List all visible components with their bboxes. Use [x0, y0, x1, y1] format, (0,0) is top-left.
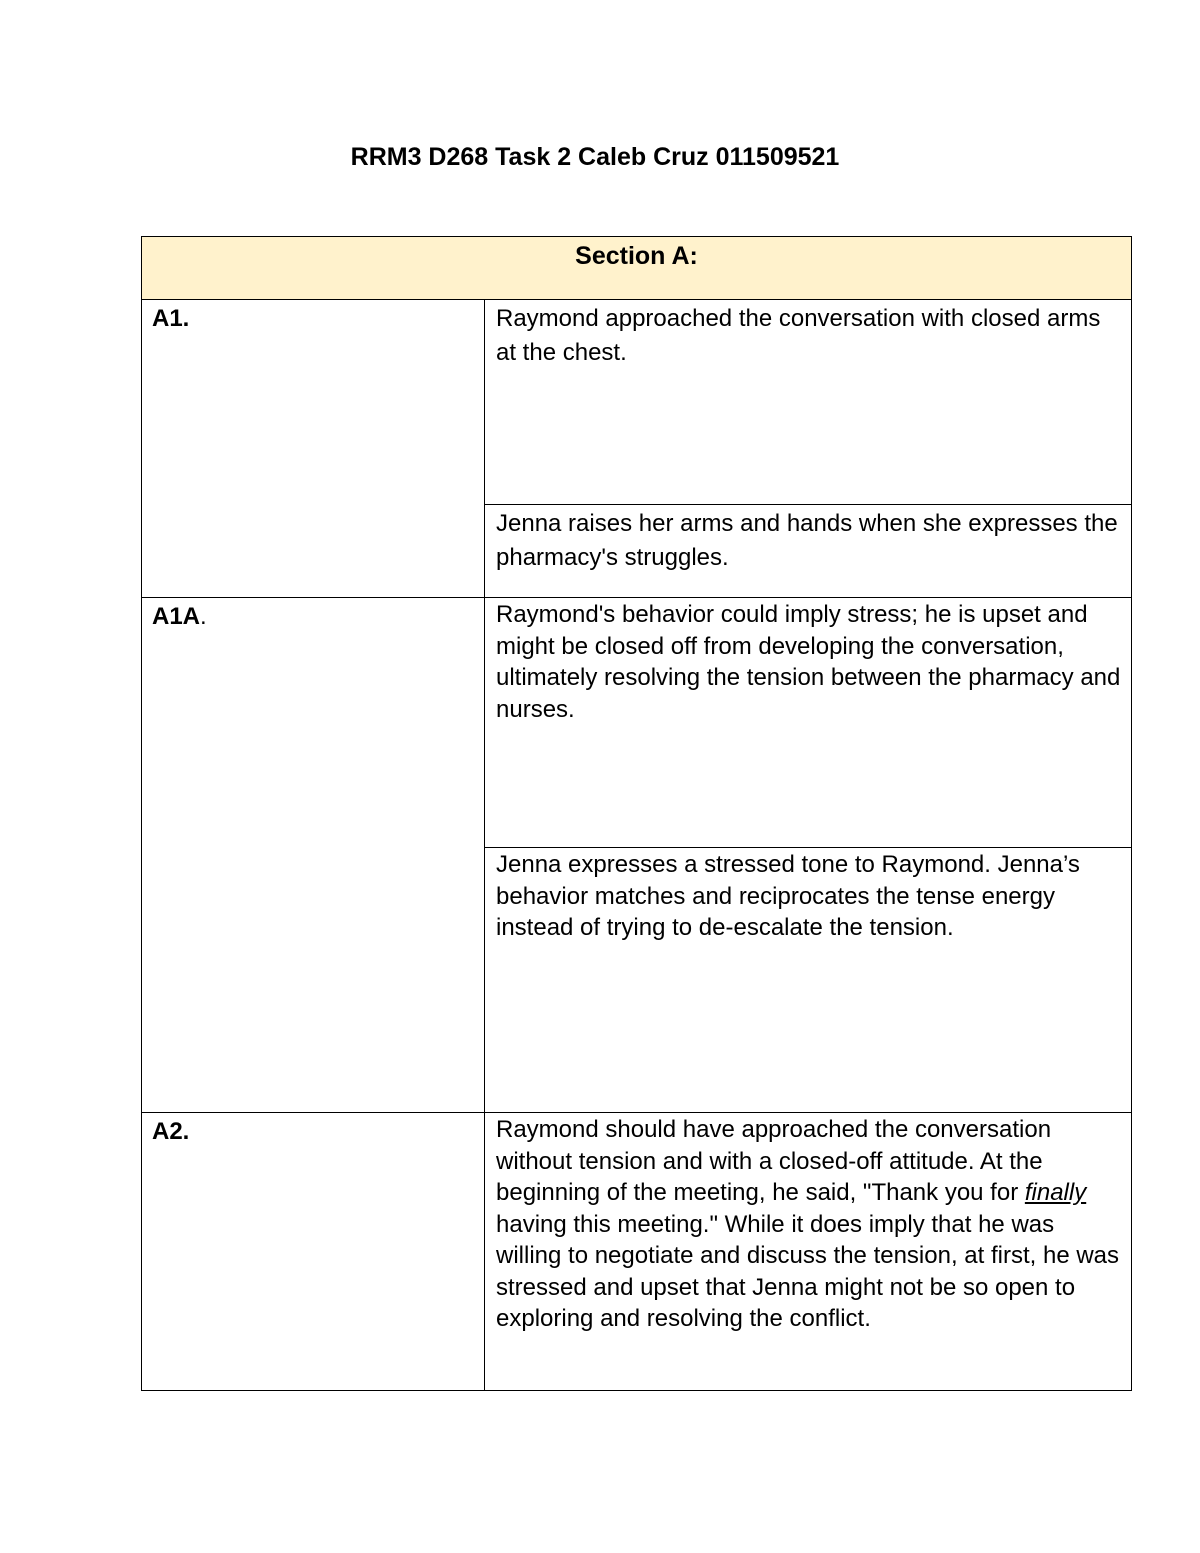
entry-cell-a1-2 [485, 505, 1132, 598]
entry-text-a2-after: having this meeting." While it does imply that he was willing to negotiate and discuss the tension, at first, he was stressed and upset that Jenna might not be so open to exploring and resolving the conflict. [496, 1210, 1120, 1332]
entry-text-a1a-1: Raymond's behavior could imply stress; he is upset and might be closed off from developing the conversation, ultimately resolving the tension between the pharmacy and nurses. [496, 601, 1121, 723]
table-row-a1a [142, 598, 1132, 848]
section-header-row [142, 237, 1132, 300]
entry-cell-a1-1 [485, 300, 1132, 505]
entry-text-a1-1: Raymond approached the conversation with closed arms at the chest. [496, 305, 1101, 366]
table-row-a1 [142, 300, 1132, 505]
entry-cell-a1a-1 [485, 598, 1132, 848]
section-header-cell [142, 237, 1132, 300]
row-label-cell-a2 [142, 1113, 485, 1391]
entry-text-a1a-2: Jenna expresses a stressed tone to Raymond. Jenna’s behavior matches and reciprocates the tense energy instead of trying to de-escalate the tension. [496, 851, 1080, 941]
section-header: Section A: [575, 242, 698, 270]
entry-text-a2-before: Raymond should have approached the conversation without tension and with a closed-off attitude. At the beginning of the meeting, he said, "Thank you for [496, 1116, 1052, 1206]
row-label-a1a-text: A1A [152, 603, 201, 630]
table-row-a2 [142, 1113, 1132, 1391]
entry-text-a2-1 [485, 1113, 1131, 1335]
row-label-cell-a1 [142, 300, 485, 598]
row-label-cell-a1a [142, 598, 485, 1113]
section-a-table [141, 236, 1132, 1391]
entry-cell-a2-1 [485, 1113, 1132, 1391]
row-label-a1a [142, 598, 484, 633]
row-label-a1a-suffix: . [200, 603, 207, 630]
row-label-a2: A2. [152, 1118, 190, 1145]
entry-text-a2-emphasis: finally [1024, 1179, 1087, 1206]
entry-text-a1-2: Jenna raises her arms and hands when she expresses the pharmacy's struggles. [496, 510, 1118, 571]
entry-cell-a1a-2 [485, 848, 1132, 1113]
document-title: RRM3 D268 Task 2 Caleb Cruz 011509521 [350, 143, 840, 171]
row-label-a1: A1. [152, 305, 190, 332]
